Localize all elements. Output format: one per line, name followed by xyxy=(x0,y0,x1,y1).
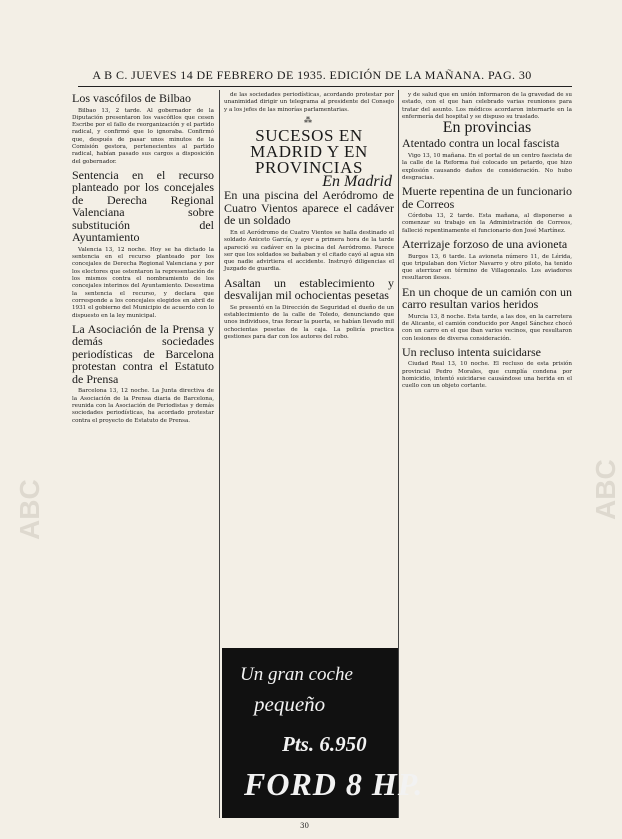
article-text: Vigo 13, 10 mañana. En el portal de un centro fascista de la calle de la Reforma fué colocado un petardo, que hizo explosión causando daños de consideración. No hubo desgracias. xyxy=(402,152,572,181)
headline-piscina: En una piscina del Aeródromo de Cuatro Vientos aparece el cadáver de un soldado xyxy=(224,188,394,228)
ad-brand: FORD 8 HP. xyxy=(244,766,424,802)
headline-asalto: Asaltan un establecimiento y desvalijan mil ochocientas pesetas xyxy=(224,275,394,303)
article-text: de las sociedades periodísticas, acordando protestar por unanimidad dirigir un telegrama al presidente del Consejo y a los jefes de las minorías parlamentarias. xyxy=(224,92,394,113)
article-text: Ciudad Real 13, 10 noche. El recluso de esta prisión provincial Pedro Morales, que cumplía condena por homicidio, intentó suicidarse causándose una herida en el cuello con un objeto cortante. xyxy=(402,361,572,390)
headline-atentado: Atentado contra un local fascista xyxy=(402,136,560,151)
article-text: Bilbao 13, 2 tarde. Al gobernador de la Diputación presentaron los vascófilos que cesen Escribe por el fallo de reorganización y el partido radical, y confirmó que lo ignoraba. Confirmó que, después de pasar unos minutos de la Comisión gestora, pertenecientes al partido radical, habían pasado sus cargos a disposición del gobernador. xyxy=(72,107,214,165)
headline-muerte: Muerte repentina de un funcionario de Correos xyxy=(402,184,572,211)
column-3 xyxy=(402,92,572,816)
watermark-left: ABC xyxy=(14,479,45,540)
article-text: Se presentó en la Dirección de Seguridad el dueño de un establecimiento de la calle de Toledo, denunciando que unos individuos, tras forzar la puerta, se habían llevado mil ochocientas pesetas de la caja. La policía practica gestiones para dar con los autores del robo. xyxy=(224,304,394,340)
article-text: Burgos 13, 6 tarde. La avioneta número 11, de Lérida, que tripulaban don Víctor Navarro y otro piloto, ha tenido que aterrizar en término de Villagonzalo. Los aviadores resultaron ilesos. xyxy=(402,253,572,282)
article-text: En el Aeródromo de Cuatro Vientos se halla destinado el soldado Aniceto García, y ayer a primera hora de la tarde apareció su cadáver en la piscina del Aeródromo. Parece ser que los soldados se bañaban y el citado cayó al agua sin que nadie advirtiera el accidente. Instruyó diligencias el Juzgado de guardia. xyxy=(224,229,394,273)
headline-sentencia: Sentencia en el recurso planteado por los concejales de Derecha Regional Valenciana sobre substitución del Ayuntamiento xyxy=(72,167,214,245)
column-divider-2 xyxy=(398,90,399,818)
ad-line-1: Un gran coche xyxy=(240,664,353,685)
headline-aterrizaje: Aterrizaje forzoso de una avioneta xyxy=(402,237,568,252)
page-header: A B C. JUEVES 14 DE FEBRERO DE 1935. EDICIÓN DE LA MAÑANA. PAG. 30 xyxy=(92,68,532,82)
page-number: 30 xyxy=(300,822,309,830)
article-text: Córdoba 13, 2 tarde. Esta mañana, al disponerse a comenzar su trabajo en la Administración de Correos, falleció repentinamente el funcionario don José Martínez. xyxy=(402,213,572,234)
ad-line-2: pequeño xyxy=(254,692,326,716)
article-text: Valencia 13, 12 noche. Hoy se ha dictado la sentencia en el recurso planteado por los concejales de Derecha Regional Valenciana y por los electores que ostentaron la representación de los mismos contra el nombramiento de los concejales interinos del Ayuntamiento. Desestima la sentencia el recurso, y declara que corresponde a los concejales elegidos en abril de 1931 el gobierno del Municipio de acuerdo con lo dispuesto en la ley municipal. xyxy=(72,246,214,319)
headline-vascofilos: Los vascófilos de Bilbao xyxy=(72,91,191,105)
headline-recluso: Un recluso intenta suicidarse xyxy=(402,344,541,359)
article-text: Murcia 13, 8 noche. Esta tarde, a las dos, en la carretera de Alicante, el camión conducido por Angel Sánchez chocó con un carro en el que iban varios vecinos, que resultaron con lesiones de diversa consideración. xyxy=(402,313,572,342)
header-rule xyxy=(78,86,572,87)
article-text: Barcelona 13, 12 noche. La Junta directiva de la Asociación de la Prensa diaria de Barcelona, reunida con la Asociación de Periodistas y demás sociedades periodísticas, ha acordado protestar contra el proyecto de Estatuto de Prensa. xyxy=(72,388,214,424)
article-text: y de salud que en unión informaron de la gravedad de su estado, con el que han celebrado varias reuniones para tratar del asunto. Los médicos acordaron internarle en la enfermería del hospital y se dispuso su traslado. xyxy=(402,92,572,120)
column-divider-1 xyxy=(219,90,220,818)
section-headline: SUCESOS EN MADRID Y EN PROVINCIAS xyxy=(250,126,368,178)
ford-advertisement xyxy=(222,648,424,818)
section-title-provincias: En provincias xyxy=(442,119,532,137)
column-2 xyxy=(224,92,394,644)
section-subheadline: En Madrid xyxy=(322,173,392,191)
watermark-right: ABC xyxy=(590,459,621,520)
column-1 xyxy=(72,92,214,816)
headline-choque: En un choque de un camión con un carro resultan varios heridos xyxy=(402,284,572,312)
headline-asociacion-prensa: La Asociación de la Prensa y demás sociedades periodísticas de Barcelona protestan contra el Estatuto de Prensa xyxy=(72,321,214,386)
ornament: ⁂ xyxy=(304,115,314,125)
ad-price: Pts. 6.950 xyxy=(282,732,367,756)
